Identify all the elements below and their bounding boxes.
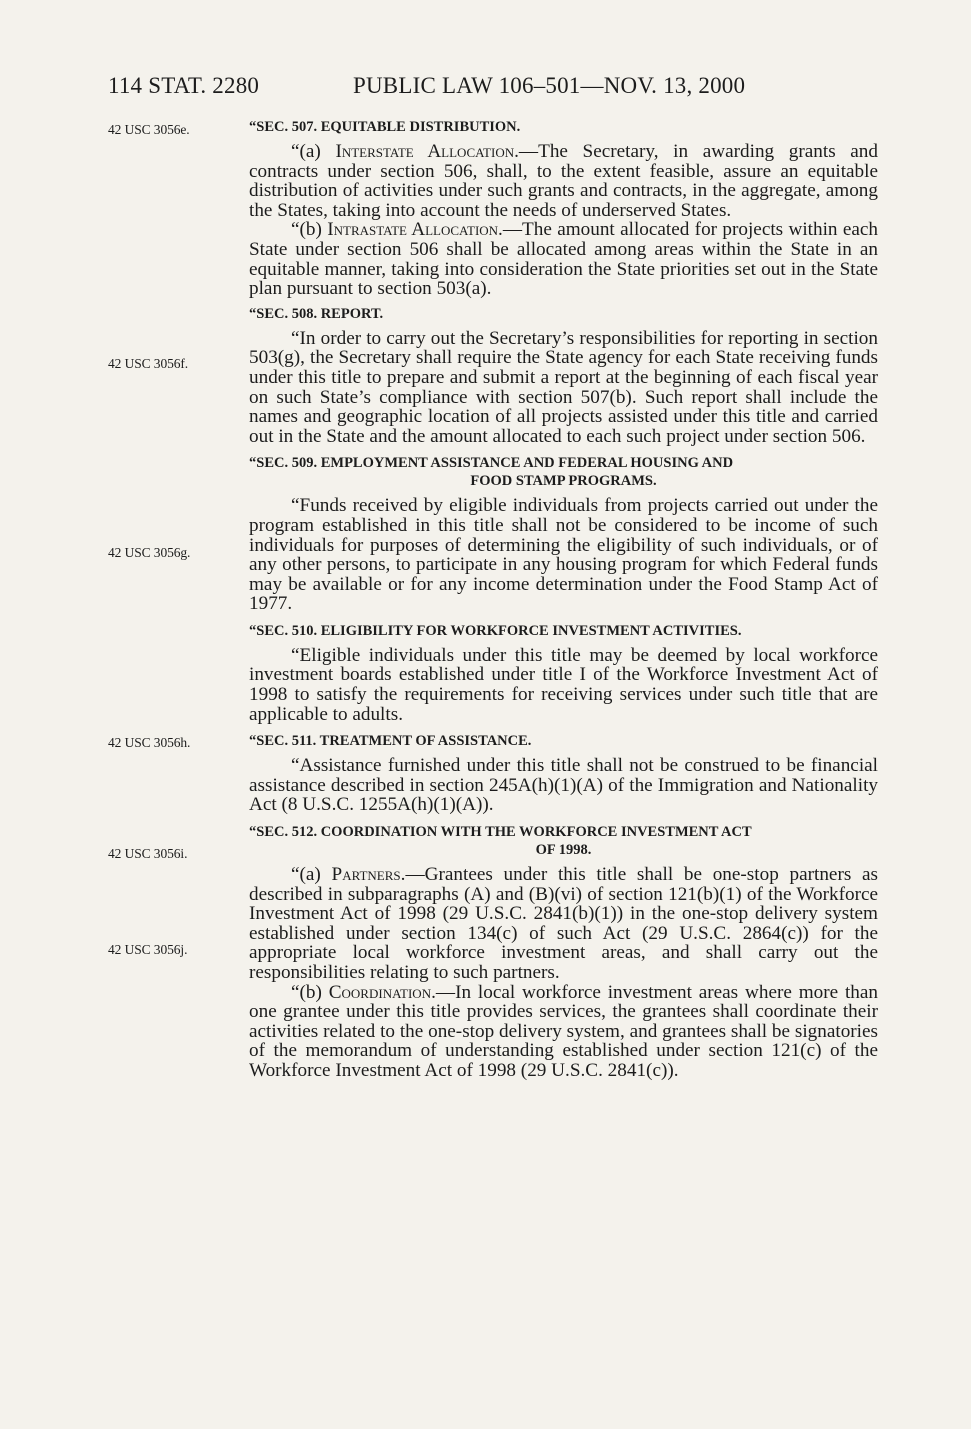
- subsection-b-open: “(b): [291, 981, 329, 1003]
- section-509-text: “Funds received by eligible individuals from projects carried out under the program established in this title shall not be considered to be income of such individuals for purposes of determining the eligibility of such individuals, or of any other persons, to participate in any housing program for which Federal funds may be available or for any income determination under the Food Stamp Act of 1977.: [249, 495, 878, 615]
- subsection-a-open: “(a): [291, 141, 336, 162]
- section-512-heading-line1: “SEC. 512. COORDINATION WITH THE WORKFORCE INVESTMENT ACT: [249, 824, 752, 841]
- section-507-subsection-a: [249, 142, 878, 220]
- subsection-a-open: “(a): [291, 864, 332, 886]
- margin-note-3056j: 42 USC 3056j.: [108, 942, 188, 957]
- section-507-heading: “SEC. 507. EQUITABLE DISTRIBUTION.: [249, 119, 521, 135]
- section-509-heading-line1: “SEC. 509. EMPLOYMENT ASSISTANCE AND FEDERAL HOUSING AND: [249, 455, 734, 472]
- subsection-b-caption: Intrastate Allocation: [327, 219, 499, 241]
- section-511-text: “Assistance furnished under this title shall not be construed to be financial assistance described in section 245A(h)(1)(A) of the Immigration and Nationality Act (8 U.S.C. 1255A(h)(1)(A)).: [249, 755, 878, 816]
- margin-note-3056f: 42 USC 3056f.: [108, 356, 189, 371]
- margin-note-3056i: 42 USC 3056i.: [108, 846, 188, 861]
- section-512-heading-line2: OF 1998.: [535, 842, 592, 859]
- margin-note-3056g: 42 USC 3056g.: [108, 545, 191, 560]
- subsection-b-caption: Coordination: [328, 981, 432, 1003]
- section-509-heading-line2: FOOD STAMP PROGRAMS.: [470, 473, 657, 490]
- margin-note-3056h: 42 USC 3056h.: [108, 735, 191, 750]
- document-body: [249, 118, 878, 1081]
- section-508-text: “In order to carry out the Secretary’s responsibilities for reporting in section 503(g), the Secretary shall require the State agency for each State receiving funds under this title to prepare and submit a report at the beginning of each fiscal year on such State’s compliance with section 507(b). Such report shall include the names and geographic location of all projects assisted under this title and carried out in the State and the amount allocated to each such project under section 506.: [249, 327, 878, 447]
- section-510-text: “Eligible individuals under this title may be deemed by local workforce investment boards established under title I of the Workforce Investment Act of 1998 to satisfy the requirements for receiving services under such title that are applicable to adults.: [249, 644, 878, 725]
- section-512-subsection-b: [249, 983, 878, 1081]
- stat-page-number: 114 STAT. 2280: [108, 73, 260, 98]
- section-512-heading: [249, 823, 878, 859]
- subsection-b-text: .—In local workforce investment areas where more than one grantee under this title provides services, the grantees shall coordinate their activities related to the one-stop delivery system, and grantees shall be signatories of the memorandum of understanding established under section 121(c) of the Workforce Investment Act of 1998 (29 U.S.C. 2841(c)).: [249, 981, 879, 1081]
- section-508-heading: “SEC. 508. REPORT.: [249, 305, 384, 322]
- section-507-subsection-b: [249, 220, 878, 298]
- public-law-title: PUBLIC LAW 106–501—NOV. 13, 2000: [353, 73, 746, 98]
- subsection-b-open: “(b): [291, 219, 328, 241]
- margin-note-3056e: 42 USC 3056e.: [108, 122, 190, 137]
- subsection-a-text: .—Grantees under this title shall be one-stop partners as described in subparagraphs (A) and (B)(vi) of section 121(b)(1) of the Workforce Investment Act of 1998 (29 U.S.C. 2841(b)(1)) in the one-stop delivery system established under section 134(c) of such Act (29 U.S.C. 2864(c)) for the appropriate local workforce investment areas, and shall carry out the responsibilities relating to such partners.: [249, 864, 878, 983]
- section-510-heading: “SEC. 510. ELIGIBILITY FOR WORKFORCE INVESTMENT ACTIVITIES.: [249, 622, 742, 639]
- section-512-subsection-a: [249, 865, 878, 983]
- subsection-a-caption: Partners: [331, 864, 401, 886]
- section-511-heading: “SEC. 511. TREATMENT OF ASSISTANCE.: [249, 733, 532, 750]
- section-509-heading: [249, 454, 878, 490]
- subsection-a-caption: Interstate Allocation: [335, 141, 515, 162]
- subsection-b-text: .—The amount allocated for projects within each State under section 506 shall be allocated among areas within the State in an equitable manner, taking into consideration the State priorities set out in the State plan pursuant to section 503(a).: [249, 219, 879, 300]
- subsection-a-text: .—The Secretary, in awarding grants and contracts under section 506, shall, to the extent feasible, assure an equitable distribution of activities under such grants and contracts, in the aggregate, among the States, taking into account the needs of underserved States.: [249, 141, 878, 221]
